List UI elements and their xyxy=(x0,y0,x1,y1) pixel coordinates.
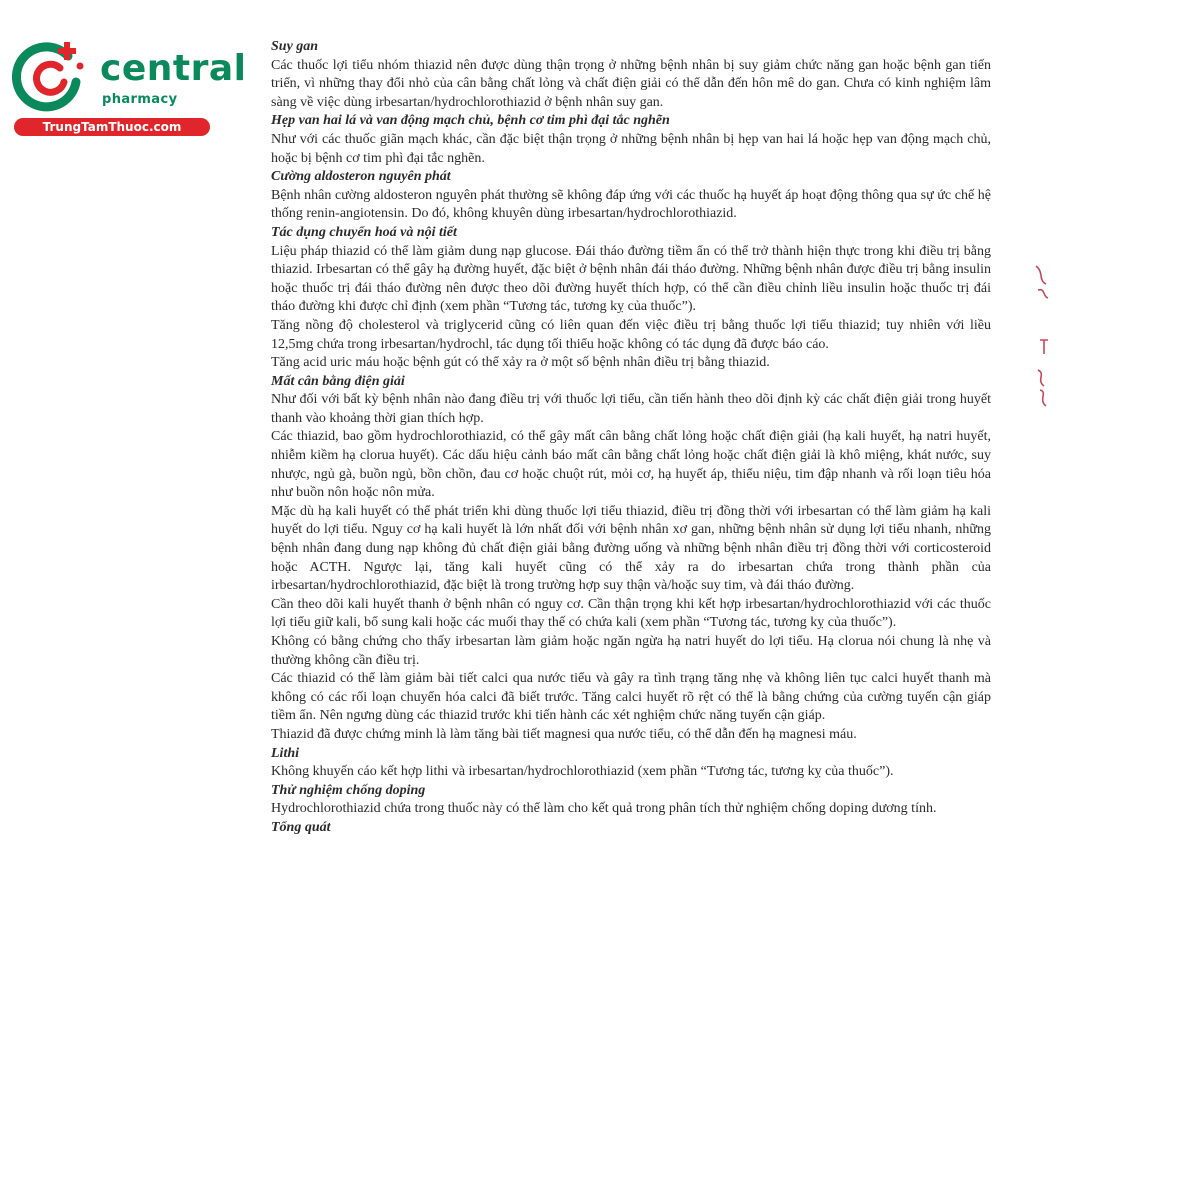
body-paragraph: Thiazid đã được chứng minh là làm tăng bài tiết magnesi qua nước tiểu, có thể dẫn đến hạ magnesi máu. xyxy=(271,726,857,742)
brand-tagline: pharmacy xyxy=(102,92,178,107)
central-pharmacy-logo[interactable] xyxy=(10,36,247,136)
body-paragraph: Các thiazid, bao gồm hydrochlorothiazid, có thể gây mất cân bằng chất lỏng hoặc chất điện giải (hạ kali huyết, hạ natri huyết, nhiễm kiềm hạ clorua huyết). Các dấu hiệu cảnh báo mất cân bằng chất lỏng hoặc chất điện giải là khô miệng, khát nước, suy nhược, ngủ gà, buồn ngủ, bồn chồn, đau cơ hoặc chuột rút, mỏi cơ, hạ huyết áp, thiểu niệu, tim đập nhanh và rối loạn tiêu hóa như buồn nôn hoặc nôn mửa. xyxy=(271,429,991,501)
body-paragraph: Mặc dù hạ kali huyết có thể phát triển khi dùng thuốc lợi tiểu thiazid, điều trị đồng thời với irbesartan có thể làm giảm hạ kali huyết do lợi tiểu. Nguy cơ hạ kali huyết là lớn nhất đối với bệnh nhân xơ gan, những bệnh nhân sử dụng lợi tiểu nhanh, những bệnh nhân đang dung nạp không đủ chất điện giải bằng đường uống và những bệnh nhân điều trị đồng thời với corticosteroid hoặc ACTH. Ngược lại, tăng kali huyết cũng có thể xảy ra do irbesartan chứa trong thành phần của irbesartan/hydrochlorothiazid, đặc biệt là trong trường hợp suy thận và/hoặc suy tim, và đái tháo đường. xyxy=(271,503,991,594)
body-paragraph: Hydrochlorothiazid chứa trong thuốc này có thể làm cho kết quả trong phân tích thử nghiệm chống doping dương tính. xyxy=(271,801,937,817)
section-heading: Suy gan xyxy=(271,39,319,54)
body-paragraph: Liệu pháp thiazid có thể làm giảm dung nạp glucose. Đái tháo đường tiềm ẩn có thể trở thành hiện thực trong khi điều trị bằng thiazid. Irbesartan có thể gây hạ đường huyết, đặc biệt ở bệnh nhân đái tháo đường. Những bệnh nhân được điều trị bằng insulin hoặc thuốc trị đái tháo đường nên được theo dõi đường huyết thích hợp, có thể cần điều chỉnh liều insulin hoặc thuốc trị đái tháo đường khi được chỉ định (xem phần “Tương tác, tương kỵ của thuốc”). xyxy=(271,243,991,315)
body-paragraph: Cần theo dõi kali huyết thanh ở bệnh nhân có nguy cơ. Cần thận trọng khi kết hợp irbesartan/hydrochlorothiazid với các thuốc lợi tiểu giữ kali, bổ sung kali hoặc các muối thay thế có chứa kali (xem phần “Tương tác, tương kỵ của thuốc”). xyxy=(271,596,991,631)
body-paragraph: Không có bằng chứng cho thấy irbesartan làm giảm hoặc ngăn ngừa hạ natri huyết do lợi tiểu. Hạ clorua nói chung là nhẹ và thường không cần điều trị. xyxy=(271,634,991,668)
section-heading: Tác dụng chuyển hoá và nội tiết xyxy=(271,224,457,240)
body-paragraph: Như với các thuốc giãn mạch khác, cần đặc biệt thận trọng ở những bệnh nhân bị hẹp van hai lá hoặc hẹp van động mạch chủ, hoặc bị bệnh cơ tim phì đại tắc nghẽn. xyxy=(271,131,991,166)
document-page xyxy=(271,38,991,838)
site-url-badge[interactable]: TrungTamThuoc.com xyxy=(14,118,210,136)
body-paragraph: Như đối với bất kỳ bệnh nhân nào đang điều trị với thuốc lợi tiểu, cần tiến hành theo dõi định kỳ các chất điện giải trong huyết thanh vào khoảng thời gian thích hợp. xyxy=(271,392,991,426)
body-paragraph: Các thuốc lợi tiểu nhóm thiazid nên được dùng thận trọng ở những bệnh nhân bị suy giảm chức năng gan hoặc bệnh gan tiến triển, vì những thay đổi nhỏ của cân bằng chất lỏng và chất điện giải có thể dẫn đến hôn mê do gan. Chưa có kinh nghiệm lâm sàng về việc dùng irbesartan/hydrochlorothiazid ở bệnh nhân suy gan. xyxy=(271,57,991,110)
body-paragraph: Tăng nồng độ cholesterol và triglycerid cũng có liên quan đến việc điều trị bằng thuốc lợi tiểu thiazid; tuy nhiên với liều 12,5mg chứa trong irbesartan/hydrochl, tác dụng tối thiểu hoặc không có tác dụng đã được báo cáo. xyxy=(271,317,991,352)
section-heading: Lithi xyxy=(271,745,300,761)
section-heading: Thử nghiệm chống doping xyxy=(271,782,426,798)
section-heading: Tổng quát xyxy=(271,819,331,835)
margin-annotation-mark xyxy=(1030,262,1056,412)
body-paragraph: Bệnh nhân cường aldosteron nguyên phát thường sẽ không đáp ứng với các thuốc hạ huyết áp hoạt động thông qua sự ức chế hệ thống renin-angiotensin. Do đó, không khuyên dùng irbesartan/hydrochlorothiazid. xyxy=(271,187,991,222)
pharmacy-cross-icon xyxy=(10,36,90,116)
section-heading: Mất cân bằng điện giải xyxy=(271,373,405,389)
body-paragraph: Các thiazid có thể làm giảm bài tiết calci qua nước tiểu và gây ra tình trạng tăng nhẹ và không liên tục calci huyết thanh mà không có các rối loạn chuyển hóa calci đã biết trước. Tăng calci huyết rõ rệt có thể là bằng chứng của cường tuyến cận giáp tiềm ẩn. Nên ngưng dùng các thiazid trước khi tiến hành các xét nghiệm chức năng tuyến cận giáp. xyxy=(271,671,991,724)
section-heading: Hẹp van hai lá và van động mạch chủ, bệnh cơ tim phì đại tắc nghẽn xyxy=(271,113,670,129)
body-paragraph: Không khuyến cáo kết hợp lithi và irbesartan/hydrochlorothiazid (xem phần “Tương tác, tương kỵ của thuốc”). xyxy=(271,764,894,780)
section-heading: Cường aldosteron nguyên phát xyxy=(271,169,451,185)
body-paragraph: Tăng acid uric máu hoặc bệnh gút có thể xảy ra ở một số bệnh nhân điều trị bằng thiazid. xyxy=(271,355,770,371)
brand-name: central xyxy=(100,48,247,89)
